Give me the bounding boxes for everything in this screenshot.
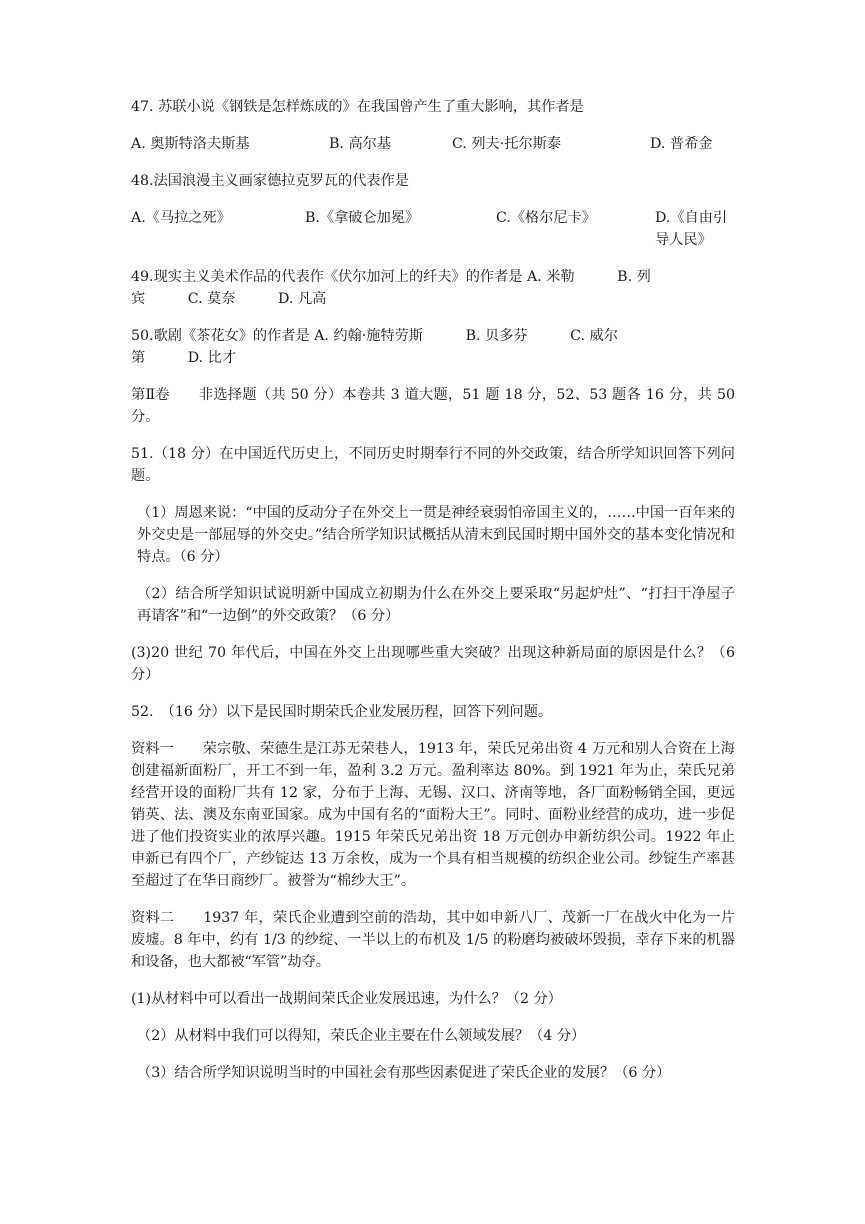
exam-page [131,96,735,1099]
section-2-header: 第Ⅱ卷 非选择题（共 50 分）本卷共 3 道大题，51 题 18 分，52、53 题各 16 分，共 50 分。 [131,387,735,425]
q51-stem: 51.（18 分）在中国近代历史上，不同历史时期奉行不同的外交政策，结合所学知识回答下列问题。 [131,446,735,484]
q48-option-b: B.《拿破仑加冕》 [305,210,420,226]
q51-sub1: （1）周恩来说：“中国的反动分子在外交上一贯是神经衰弱怕帝国主义的，……中国一百年来的外交史是一部屈辱的外交史。”结合所学知识试概括从清末到民国时期中国外交的基本变化情况和特点。（6 分） [137,505,735,565]
q50-line2: 第 D. 比才 [131,350,237,366]
q48-option-c: C.《格尔尼卡》 [496,210,596,226]
q47-option-c: C. 列夫·托尔斯泰 [452,136,562,152]
q52-sub2: （2）从材料中我们可以得知，荣氏企业主要在什么领域发展？（4 分） [137,1028,586,1044]
q48-option-a: A.《马拉之死》 [131,210,231,226]
q48-option-d: D.《自由引导人民》 [655,210,728,248]
q52-sub3: （3）结合所学知识说明当时的中国社会有那些因素促进了荣氏企业的发展？（6 分） [137,1065,671,1081]
q48-stem: 48.法国浪漫主义画家德拉克罗瓦的代表作是 [131,173,409,189]
q49-line1: 49.现实主义美术作品的代表作《伏尔加河上的纤夫》的作者是 A. 米勒 B. 列 [131,269,651,285]
q52-sub1: (1)从材料中可以看出一战期间荣氏企业发展迅速，为什么？（2 分） [131,991,562,1007]
q52-material-2: 资料二 1937 年，荣氏企业遭到空前的浩劫，其中如申新八厂、茂新一厂在战火中化为一片废墟。8 年中，约有 1/3 的纱绽、一半以上的布机及 1/5 的粉磨均被破坏毁损，幸存下来的机器和设备，也大都被“军管”劫夺。 [131,910,735,970]
q51-sub3: (3)20 世纪 70 年代后，中国在外交上出现哪些重大突破？出现这种新局面的原因是什么？（6 分） [131,645,735,683]
q47-option-d: D. 普希金 [650,136,713,152]
q47-stem: 47. 苏联小说《钢铁是怎样炼成的》在我国曾产生了重大影响，其作者是 [131,99,584,115]
q47-option-b: B. 高尔基 [329,136,392,152]
q48-options [131,207,735,251]
q49 [131,266,735,310]
q50 [131,325,735,369]
q52-stem: 52. （16 分）以下是民国时期荣氏企业发展历程，回答下列问题。 [131,704,553,720]
q47-option-a: A. 奥斯特洛夫斯基 [131,136,250,152]
q50-line1: 50.歌剧《茶花女》的作者是 A. 约翰·施特劳斯 B. 贝多芬 C. 威尔 [131,328,618,344]
q47-options [131,133,735,155]
q52-material-1: 资料一 荣宗敬、荣德生是江苏无荣巷人，1913 年，荣氏兄弟出资 4 万元和别人合资在上海创建福新面粉厂，开工不到一年，盈利 3.2 万元。盈利率达 80%。到 1921 年为止，荣氏兄弟经营开设的面粉厂共有 12 家，分布于上海、无锡、汉口、济南等地，各厂面粉畅销全国，更远销英、法、澳及东南亚国家。成为中国有名的“面粉大王”。同时、面粉业经营的成功，进一步促进了他们投资实业的浓厚兴趣。1915 年荣氏兄弟出资 18 万元创办申新纺织公司。1922 年止申新已有四个厂，产纱锭达 13 万余枚，成为一个具有相当规模的纺织企业公司。纱锭生产率甚至超过了在华日商纱厂。被誉为“棉纱大王”。 [131,741,735,889]
q49-line2: 宾 C. 莫奈 D. 凡高 [131,291,327,307]
q51-sub2: （2）结合所学知识试说明新中国成立初期为什么在外交上要采取“另起炉灶”、“打扫干净屋子再请客”和“一边倒”的外交政策？（6 分） [137,586,735,624]
